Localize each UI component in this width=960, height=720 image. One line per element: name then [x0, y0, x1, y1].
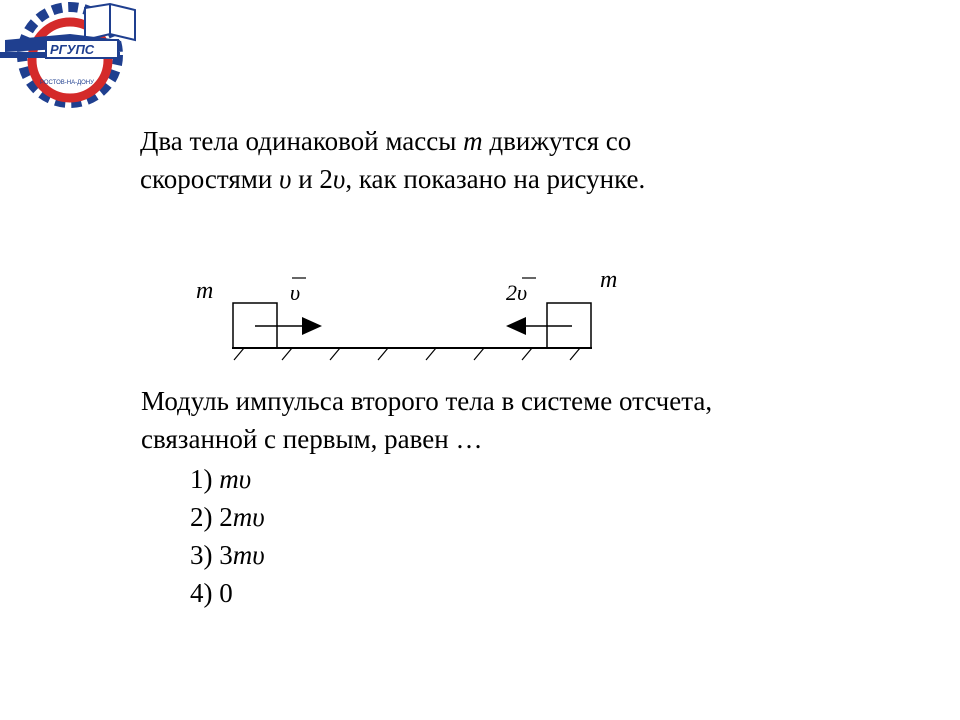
answer-options	[190, 460, 265, 612]
label-velocity: υ	[290, 280, 301, 305]
label-velocity-2: 2υ	[506, 280, 528, 305]
label-mass-right: m	[600, 267, 618, 293]
ground-hatching	[234, 348, 580, 360]
arrow-head-right-icon	[302, 317, 322, 335]
arrow-head-left-icon	[506, 317, 526, 335]
question-line-1: Два тела одинаковой массы m движутся со	[140, 126, 632, 156]
option-2[interactable]: 2) 2mυ	[190, 502, 265, 532]
option-3[interactable]: 3) 3mυ	[190, 540, 265, 570]
option-4[interactable]: 4) 0	[190, 578, 233, 608]
prompt-line-1: Модуль импульса второго тела в системе отсчета,	[141, 386, 713, 416]
logo-text: РГУПС	[50, 42, 95, 57]
question-text	[140, 122, 645, 198]
motion-diagram	[180, 260, 640, 380]
question-line-2: скоростями υ и 2υ, как показано на рисунке.	[140, 164, 646, 194]
option-1[interactable]: 1) mυ	[190, 464, 252, 494]
prompt-text	[141, 382, 712, 458]
university-logo	[0, 0, 150, 110]
label-mass-left: m	[196, 278, 214, 304]
prompt-line-2: связанной с первым, равен …	[141, 424, 483, 454]
logo-ring-text: РОСТОВ-НА-ДОНУ	[40, 80, 94, 86]
